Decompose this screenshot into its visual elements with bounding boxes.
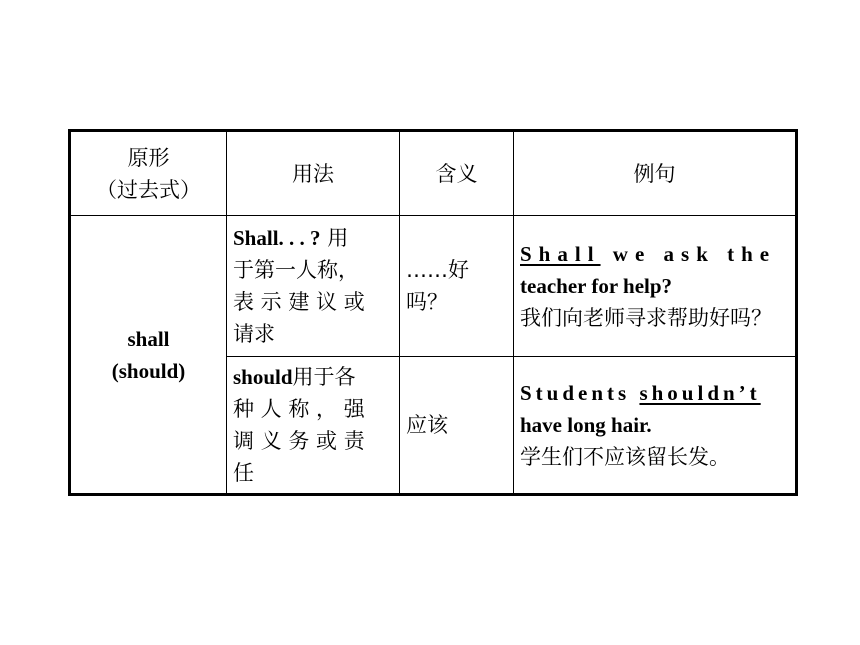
header-form-line1: 原形: [127, 145, 170, 170]
usage-zh-3: 调 义 务 或 责: [233, 429, 365, 453]
usage-en: should: [233, 365, 293, 389]
form-word: shall: [127, 326, 170, 351]
example-key: Shall: [520, 242, 601, 266]
modal-verb-table: [68, 129, 798, 496]
form-past: (should): [111, 358, 186, 383]
header-row: [70, 131, 797, 216]
example-cell: [514, 216, 797, 357]
header-usage: 用法: [227, 131, 400, 216]
table-row: [70, 216, 797, 357]
example-cell: [514, 357, 797, 495]
example-rest-2: teacher for help?: [520, 274, 673, 298]
header-form-line2: （过去式）: [96, 177, 201, 202]
example-zh: 我们向老师寻求帮助好吗？: [520, 306, 772, 330]
usage-zh-1: 用于各: [292, 365, 356, 389]
meaning-cell: ……好吗？: [400, 216, 514, 357]
header-example: 例句: [514, 131, 797, 216]
usage-zh-4: 请求: [233, 322, 275, 346]
usage-en: Shall. . . ?: [233, 226, 321, 250]
header-meaning: 含义: [400, 131, 514, 216]
example-rest-1: we ask the: [600, 242, 777, 266]
usage-zh-2: 种 人 称 ， 强: [233, 397, 365, 421]
form-cell: [70, 216, 227, 495]
example-zh: 学生们不应该留长发。: [520, 445, 730, 469]
usage-zh-1: 用: [327, 226, 349, 250]
meaning-cell: 应该: [400, 357, 514, 495]
example-rest: have long hair.: [520, 413, 652, 437]
usage-cell: [227, 357, 400, 495]
example-key: shouldn’t: [639, 381, 761, 405]
usage-cell: [227, 216, 400, 357]
usage-zh-2: 于第一人称，: [233, 258, 359, 282]
usage-zh-3: 表 示 建 议 或: [233, 290, 365, 314]
header-form: [70, 131, 227, 216]
usage-zh-4: 任: [233, 461, 254, 485]
example-pre: Students: [520, 381, 640, 405]
